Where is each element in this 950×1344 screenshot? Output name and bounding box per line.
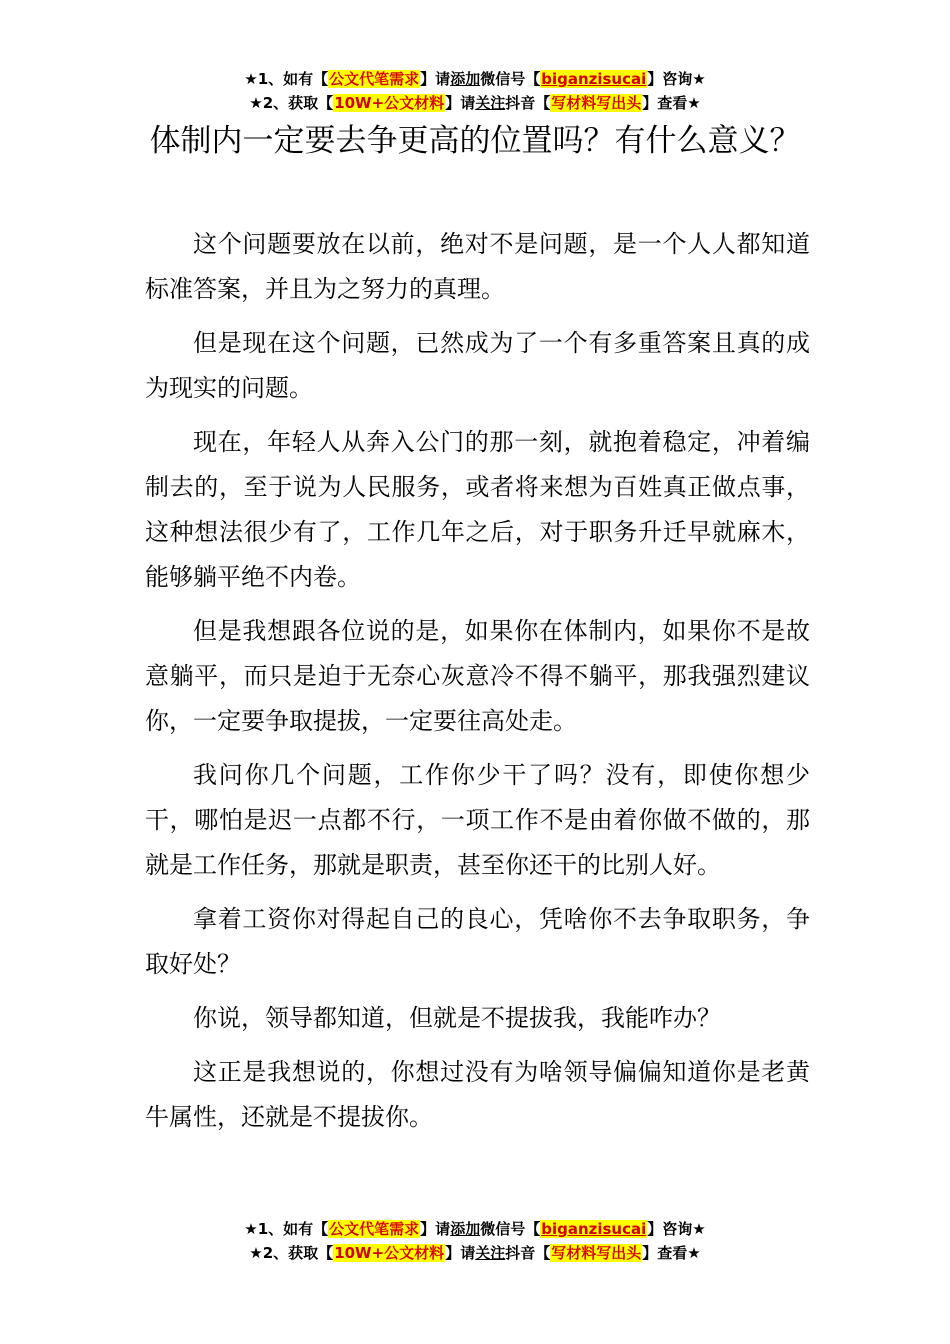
banner-text: 】查看★ [642, 94, 701, 112]
banner-highlight: 10W+公文材料 [334, 1244, 445, 1262]
banner-text: 】查看★ [642, 1244, 701, 1262]
banner-text: ★2、获取【 [249, 94, 334, 112]
document-title: 体制内一定要去争更高的位置吗？有什么意义？ [149, 123, 801, 159]
banner-line-1 [0, 67, 950, 91]
paragraph: 拿着工资你对得起自己的良心，凭啥你不去争取职务，争取好处？ [145, 905, 810, 978]
banner-line-2 [0, 1241, 950, 1265]
douyin-name-highlight: 写材料写出头 [551, 1244, 642, 1262]
wechat-id-highlight: biganzisucai [541, 1220, 647, 1238]
banner-text: 抖音【 [505, 1244, 551, 1262]
banner-highlight: 10W+公文材料 [334, 94, 445, 112]
banner-text: 抖音【 [505, 94, 551, 112]
paragraph: 但是现在这个问题，已然成为了一个有多重答案且真的成为现实的问题。 [145, 329, 810, 402]
paragraph: 你说，领导都知道，但就是不提拔我，我能咋办？ [193, 1004, 721, 1032]
banner-highlight: 公文代笔需求 [329, 70, 420, 88]
header-banner [0, 67, 950, 115]
banner-text: 】请 [420, 1220, 451, 1238]
banner-text: ★2、获取【 [249, 1244, 334, 1262]
banner-underline: 关注 [475, 1244, 506, 1262]
banner-text: 】咨询★ [647, 70, 706, 88]
paragraph: 但是我想跟各位说的是，如果你在体制内，如果你不是故意躺平，而只是迫于无奈心灰意冷不得不躺平，那我强烈建议你，一定要争取提拔，一定要往高处走。 [145, 617, 810, 735]
banner-text: ★1、如有【 [244, 1220, 329, 1238]
footer-banner [0, 1217, 950, 1265]
banner-text: 】咨询★ [647, 1220, 706, 1238]
banner-text: 微信号【 [480, 70, 541, 88]
banner-highlight: 公文代笔需求 [329, 1220, 420, 1238]
banner-text: 】请 [445, 94, 476, 112]
banner-underline: 关注 [475, 94, 506, 112]
wechat-id-highlight: biganzisucai [541, 70, 647, 88]
banner-text: ★1、如有【 [244, 70, 329, 88]
banner-underline: 添加 [450, 1220, 481, 1238]
banner-underline: 添加 [450, 70, 481, 88]
document-body [145, 222, 810, 1149]
banner-text: 微信号【 [480, 1220, 541, 1238]
banner-line-2 [0, 91, 950, 115]
douyin-name-highlight: 写材料写出头 [551, 94, 642, 112]
paragraph: 我问你几个问题，工作你少干了吗？没有，即使你想少干，哪怕是迟一点都不行，一项工作不是由着你做不做的，那就是工作任务，那就是职责，甚至你还干的比别人好。 [145, 761, 810, 879]
paragraph: 现在，年轻人从奔入公门的那一刻，就抱着稳定，冲着编制去的，至于说为人民服务，或者将来想为百姓真正做点事，这种想法很少有了，工作几年之后，对于职务升迁早就麻木，能够躺平绝不内卷。 [145, 428, 810, 591]
paragraph: 这正是我想说的，你想过没有为啥领导偏偏知道你是老黄牛属性，还就是不提拔你。 [145, 1058, 810, 1131]
banner-text: 】请 [445, 1244, 476, 1262]
banner-text: 】请 [420, 70, 451, 88]
banner-line-1 [0, 1217, 950, 1241]
paragraph: 这个问题要放在以前，绝对不是问题，是一个人人都知道标准答案，并且为之努力的真理。 [145, 230, 810, 303]
